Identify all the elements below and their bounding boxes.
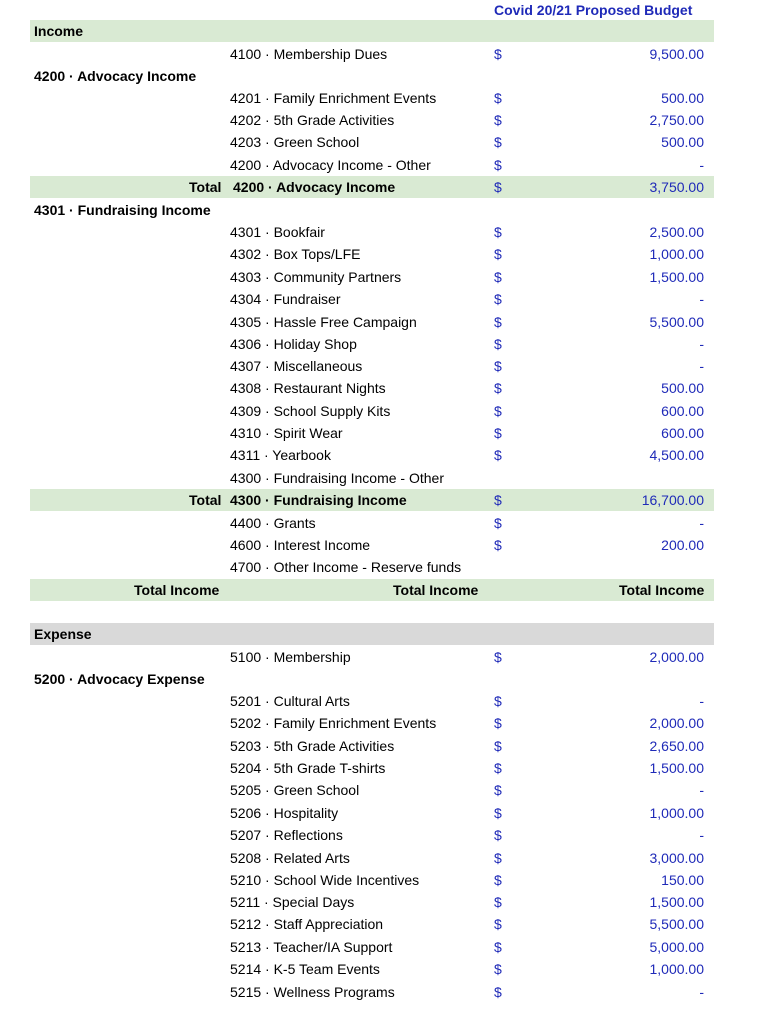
row-amount: 5,500.00 [649, 916, 704, 932]
dollar-sign: $ [494, 314, 502, 330]
row-amount: 4,500.00 [649, 447, 704, 463]
row-amount: - [699, 157, 704, 173]
dollar-sign: $ [494, 492, 502, 508]
group-heading-fundraising-income: 4301 · Fundraising Income [34, 202, 211, 218]
dollar-sign: $ [494, 537, 502, 553]
row-label: 4600 · Interest Income [230, 537, 371, 553]
row-label: 5210 · School Wide Incentives [230, 872, 420, 888]
row-label: 5204 · 5th Grade T-shirts [230, 760, 386, 776]
dollar-sign: $ [494, 805, 502, 821]
dollar-sign: $ [494, 961, 502, 977]
total-label: 4200 · Advocacy Income [233, 179, 396, 195]
total-label: 4300 · Fundraising Income [230, 492, 407, 508]
row-label: 5205 · Green School [230, 782, 360, 798]
row-amount: 500.00 [661, 90, 704, 106]
dollar-sign: $ [494, 872, 502, 888]
row-label: 4304 · Fundraiser [230, 291, 341, 307]
row-label: 4306 · Holiday Shop [230, 336, 357, 352]
row-amount: 1,500.00 [649, 894, 704, 910]
row-amount: 2,000.00 [649, 649, 704, 665]
dollar-sign: $ [494, 291, 502, 307]
dollar-sign: $ [494, 760, 502, 776]
row-amount: - [699, 291, 704, 307]
row-label: 4301 · Bookfair [230, 224, 325, 240]
row-amount: 600.00 [661, 425, 704, 441]
row-amount: 500.00 [661, 380, 704, 396]
row-amount: - [699, 336, 704, 352]
row-amount: 2,650.00 [649, 738, 704, 754]
total-income-band [30, 579, 714, 601]
total-amount: 3,750.00 [649, 179, 704, 195]
row-amount: 500.00 [661, 134, 704, 150]
row-amount: 200.00 [661, 537, 704, 553]
dollar-sign: $ [494, 157, 502, 173]
row-label: 5203 · 5th Grade Activities [230, 738, 395, 754]
dollar-sign: $ [494, 134, 502, 150]
group-heading-advocacy-income: 4200 · Advocacy Income [34, 68, 197, 84]
row-label: 4310 · Spirit Wear [230, 425, 343, 441]
row-amount: 2,500.00 [649, 224, 704, 240]
dollar-sign: $ [494, 782, 502, 798]
row-label: 4201 · Family Enrichment Events [230, 90, 437, 106]
row-amount: 1,500.00 [649, 269, 704, 285]
row-label: 4300 · Fundraising Income - Other [230, 470, 444, 486]
total-income-right: Total Income [619, 582, 705, 598]
row-amount: 2,000.00 [649, 715, 704, 731]
dollar-sign: $ [494, 984, 502, 1000]
income-section-label: Income [34, 23, 84, 39]
row-amount: 1,000.00 [649, 246, 704, 262]
dollar-sign: $ [494, 403, 502, 419]
row-label: 5208 · Related Arts [230, 850, 350, 866]
row-amount: - [699, 358, 704, 374]
total-income-middle: Total Income [393, 582, 479, 598]
row-label: 5212 · Staff Appreciation [230, 916, 384, 932]
dollar-sign: $ [494, 827, 502, 843]
row-amount: 1,000.00 [649, 805, 704, 821]
row-label: 4700 · Other Income - Reserve funds [230, 559, 462, 575]
total-word: Total [189, 492, 222, 508]
dollar-sign: $ [494, 179, 502, 195]
row-amount: 5,000.00 [649, 939, 704, 955]
row-label: 5206 · Hospitality [230, 805, 339, 821]
row-amount: 1,500.00 [649, 760, 704, 776]
total-amount: 16,700.00 [641, 492, 704, 508]
dollar-sign: $ [494, 649, 502, 665]
dollar-sign: $ [494, 850, 502, 866]
dollar-sign: $ [494, 269, 502, 285]
row-label: 4305 · Hassle Free Campaign [230, 314, 417, 330]
budget-title: Covid 20/21 Proposed Budget [494, 2, 693, 18]
row-label: 4311 · Yearbook [230, 447, 331, 463]
dollar-sign: $ [494, 693, 502, 709]
dollar-sign: $ [494, 894, 502, 910]
row-amount: 2,750.00 [649, 112, 704, 128]
row-label: 4309 · School Supply Kits [230, 403, 391, 419]
dollar-sign: $ [494, 939, 502, 955]
row-label: 4308 · Restaurant Nights [230, 380, 386, 396]
dollar-sign: $ [494, 336, 502, 352]
group-heading-advocacy-expense: 5200 · Advocacy Expense [34, 671, 205, 687]
row-amount: - [699, 984, 704, 1000]
row-amount: 1,000.00 [649, 961, 704, 977]
row-label: 5202 · Family Enrichment Events [230, 715, 437, 731]
row-amount: 150.00 [661, 872, 704, 888]
row-label: 5213 · Teacher/IA Support [230, 939, 393, 955]
dollar-sign: $ [494, 358, 502, 374]
dollar-sign: $ [494, 447, 502, 463]
total-word: Total [189, 179, 222, 195]
total-income-left: Total Income [134, 582, 220, 598]
row-amount: 600.00 [661, 403, 704, 419]
dollar-sign: $ [494, 738, 502, 754]
row-label: 4302 · Box Tops/LFE [230, 246, 361, 262]
row-label: 4303 · Community Partners [230, 269, 402, 285]
row-amount: - [699, 693, 704, 709]
row-label: 4307 · Miscellaneous [230, 358, 363, 374]
row-label: 5214 · K-5 Team Events [230, 961, 380, 977]
row-amount: 5,500.00 [649, 314, 704, 330]
income-section-band [30, 20, 714, 42]
row-label: 5215 · Wellness Programs [230, 984, 395, 1000]
expense-section-label: Expense [34, 626, 92, 642]
dollar-sign: $ [494, 425, 502, 441]
dollar-sign: $ [494, 112, 502, 128]
dollar-sign: $ [494, 916, 502, 932]
row-label: 5211 · Special Days [230, 894, 355, 910]
row-label: 4202 · 5th Grade Activities [230, 112, 395, 128]
row-label: 4400 · Grants [230, 515, 316, 531]
row-label: 4100 · Membership Dues [230, 46, 388, 62]
row-amount: - [699, 827, 704, 843]
dollar-sign: $ [494, 90, 502, 106]
row-label: 4200 · Advocacy Income - Other [230, 157, 431, 173]
row-amount: 9,500.00 [649, 46, 704, 62]
dollar-sign: $ [494, 224, 502, 240]
row-label: 5100 · Membership [230, 649, 351, 665]
row-amount: 3,000.00 [649, 850, 704, 866]
row-label: 5201 · Cultural Arts [230, 693, 350, 709]
row-amount: - [699, 515, 704, 531]
dollar-sign: $ [494, 246, 502, 262]
dollar-sign: $ [494, 715, 502, 731]
dollar-sign: $ [494, 46, 502, 62]
row-label: 5207 · Reflections [230, 827, 343, 843]
dollar-sign: $ [494, 515, 502, 531]
row-label: 4203 · Green School [230, 134, 360, 150]
dollar-sign: $ [494, 380, 502, 396]
expense-section-band [30, 623, 714, 645]
row-amount: - [699, 782, 704, 798]
